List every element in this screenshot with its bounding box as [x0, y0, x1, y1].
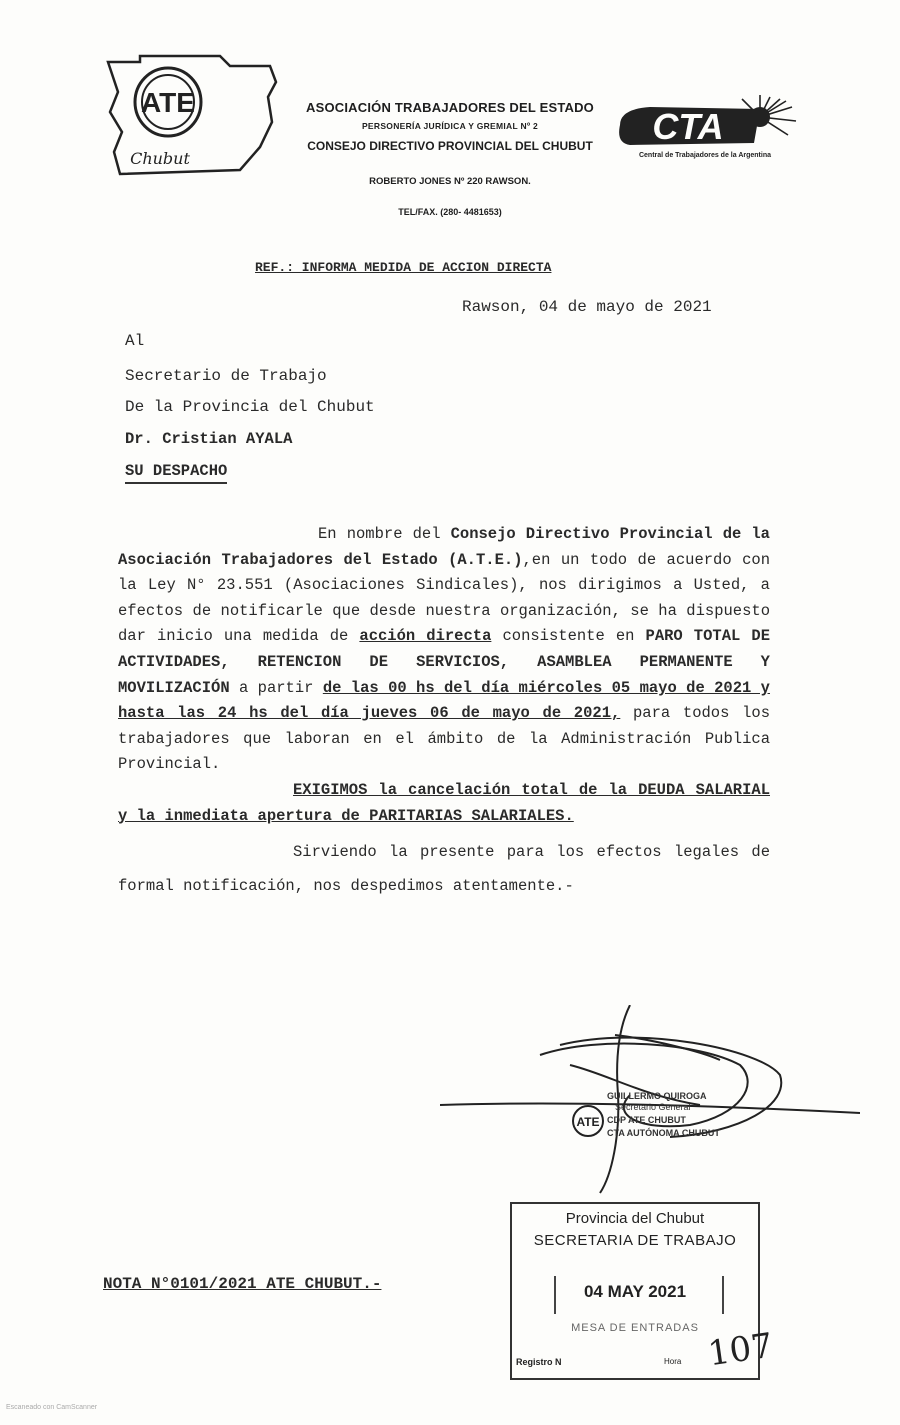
- p1-text-e: consistente en: [491, 627, 646, 646]
- cta-logo-text: CTA: [652, 106, 724, 147]
- p1-dates-underlined: de las 00 hs del día miércoles 05 mayo de 2021 y hasta las 24 hs del día jueves 06 de mayo de 2021,: [118, 678, 770, 723]
- stamp-registro: Registro N: [516, 1357, 562, 1367]
- ate-logo-text: ATE: [141, 87, 195, 118]
- handwritten-number: 107: [705, 1325, 776, 1375]
- letter-body: [118, 522, 770, 903]
- body-paragraph-2: EXIGIMOS la cancelación total de la DEUDA SALARIAL y la inmediata apertura de PARITARIAS SALARIALES.: [118, 780, 770, 825]
- signatory-role: Secretario General: [615, 1102, 691, 1112]
- chubut-script-text: Chubut: [130, 149, 190, 168]
- signature-block: [440, 1005, 860, 1195]
- org-name: ASOCIACIÓN TRABAJADORES DEL ESTADO: [305, 100, 594, 115]
- address-line: ROBERTO JONES Nº 220 RAWSON.: [369, 176, 531, 187]
- letter-date: Rawson, 04 de mayo de 2021: [462, 298, 712, 316]
- addressee-despacho: SU DESPACHO: [125, 462, 227, 484]
- addressee-province: De la Provincia del Chubut: [125, 398, 375, 416]
- body-paragraph-3: Sirviendo la presente para los efectos legales de formal notificación, nos despedimos atentamente.-: [118, 843, 770, 896]
- stamp-date: 04 MAY 2021: [583, 1282, 687, 1301]
- addressee-al: Al: [125, 332, 145, 350]
- signatory-org2: CTA AUTÓNOMA CHUBUT: [607, 1128, 720, 1138]
- p1-accion-directa: acción directa: [359, 627, 492, 646]
- stamp-hora: Hora: [664, 1357, 682, 1366]
- nota-number: NOTA N°0101/2021 ATE CHUBUT.-: [103, 1275, 382, 1293]
- addressee-title: Secretario de Trabajo: [125, 367, 327, 385]
- p1-text-g: a partir: [229, 678, 323, 697]
- reception-stamp: [510, 1202, 776, 1380]
- phone-line: TEL/FAX. (280- 4481653): [398, 207, 502, 217]
- scanner-watermark: Escaneado con CamScanner: [6, 1404, 98, 1411]
- p1-text-i: para todos los trabajadores que laboran en el ámbito de la Administración Publica Provincial.: [118, 704, 770, 774]
- stamp-province: Provincia del Chubut: [565, 1210, 705, 1227]
- p1-text-c: ,en un todo de acuerdo con la Ley N° 23.551 (Asociaciones Sindicales), nos dirigimos a Usted, a efectos de notificarle que desde nuestra organización, se ha dispuesto dar inicio una medida de: [118, 550, 770, 646]
- stamp-mesa-entradas: MESA DE ENTRADAS: [571, 1322, 699, 1334]
- body-paragraph-1: [118, 522, 770, 778]
- p1-consejo-bold: Consejo Directivo Provincial de la Asociación Trabajadores del Estado (A.T.E.): [118, 525, 770, 569]
- signatory-org1: CDP ATE CHUBUT: [607, 1115, 686, 1125]
- reference-line: REF.: INFORMA MEDIDA DE ACCION DIRECTA: [255, 260, 552, 275]
- stamp-secretaria: SECRETARIA DE TRABAJO: [533, 1232, 737, 1249]
- consejo-line: CONSEJO DIRECTIVO PROVINCIAL DEL CHUBUT: [307, 139, 593, 153]
- signatory-name: GUILLERMO QUIROGA: [607, 1091, 707, 1101]
- personeria-line: PERSONERÍA JURÍDICA Y GREMIAL Nº 2: [361, 121, 539, 131]
- cta-logo: [610, 95, 800, 170]
- ate-chubut-logo: [100, 52, 280, 180]
- sig-seal-text: ATE: [576, 1115, 600, 1129]
- addressee-name: Dr. Cristian AYALA: [125, 430, 293, 448]
- cta-subtitle: Central de Trabajadores de la Argentina: [638, 152, 772, 159]
- p1-text-a: En nombre del: [318, 525, 451, 543]
- p1-measures-bold: PARO TOTAL DE ACTIVIDADES, RETENCION DE SERVICIOS, ASAMBLEA PERMANENTE Y MOVILIZACIÓN: [118, 627, 770, 697]
